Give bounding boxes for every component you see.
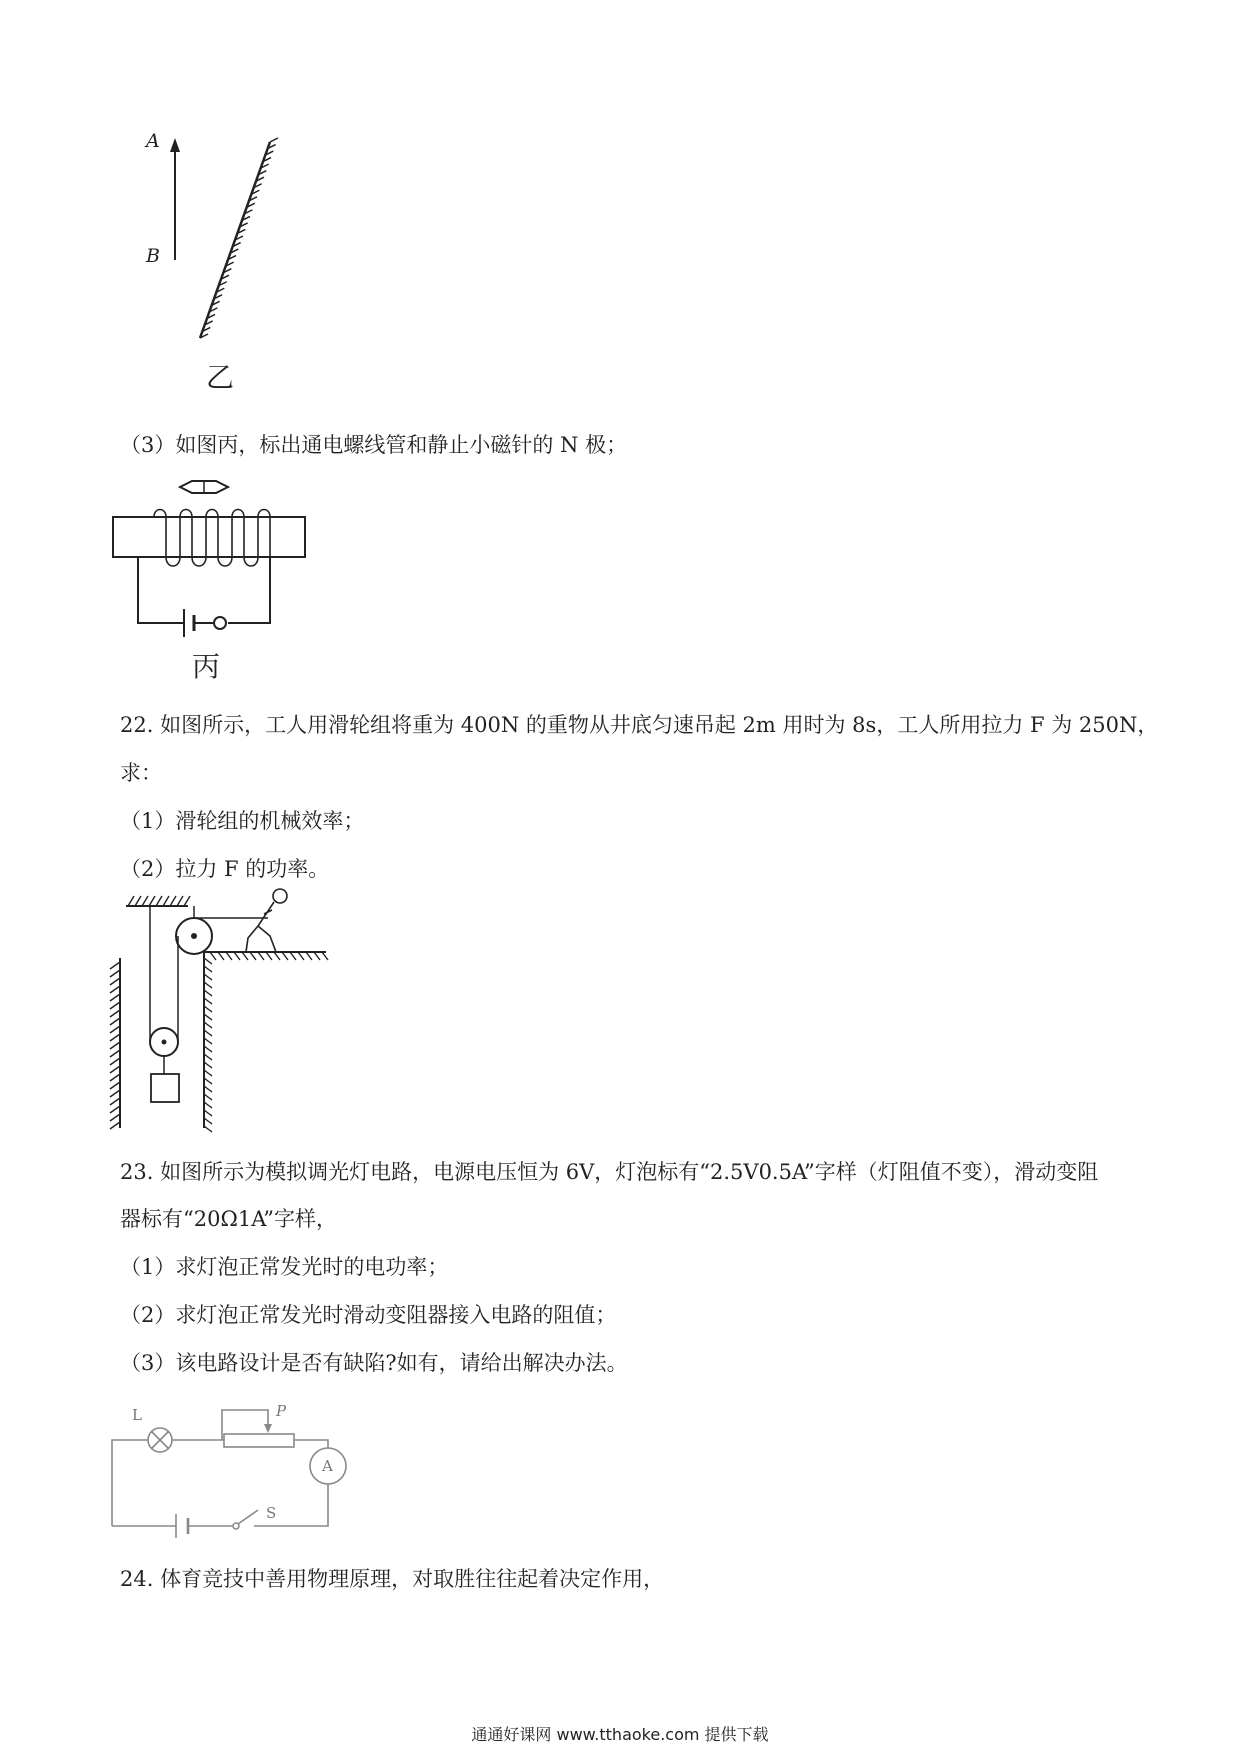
- figure-pulley: [108, 888, 348, 1133]
- ground-hatching: [204, 952, 328, 1132]
- label-slider: P: [276, 1402, 287, 1420]
- left-wall-hatching: [110, 962, 120, 1129]
- switch-blade: [238, 1510, 258, 1524]
- label-switch: S: [266, 1504, 277, 1522]
- ground-and-well-wall: [204, 952, 326, 1128]
- label-ammeter: A: [322, 1457, 333, 1475]
- q24-stem: 24. 体育竞技中善用物理原理，对取胜往往起着决定作用，: [120, 1567, 665, 1591]
- wire-right: [228, 557, 270, 623]
- ceiling-hatching: [128, 896, 190, 906]
- label-a: A: [146, 130, 160, 152]
- solenoid-core: [113, 517, 305, 557]
- worker-figure: [246, 889, 287, 952]
- q23-sub1: （1）求灯泡正常发光时的电功率；: [120, 1255, 449, 1279]
- q22-sub1: （1）滑轮组的机械效率；: [120, 809, 365, 833]
- figure-pulley-drawing: [108, 888, 348, 1133]
- fixed-pulley-axle: [191, 933, 197, 939]
- rheostat: [224, 1434, 294, 1447]
- wire-left: [138, 557, 184, 623]
- circuit-wires: [112, 1410, 328, 1526]
- figure-bing-drawing: [110, 475, 310, 640]
- q22-stem-line2: 求：: [120, 761, 162, 785]
- q23-sub2: （2）求灯泡正常发光时滑动变阻器接入电路的阻值；: [120, 1303, 617, 1327]
- movable-pulley-axle: [162, 1040, 167, 1045]
- label-lamp: L: [132, 1406, 142, 1424]
- figure-bing-caption: 丙: [192, 650, 221, 683]
- figure-yi: [120, 120, 320, 400]
- q22-stem-line1: 22. 如图所示，工人用滑轮组将重为 400N 的重物从井底匀速吊起 2m 用时为 8s，工人所用拉力 F 为 250N，: [120, 713, 1159, 737]
- page-footer: 通通好课网 www.tthaoke.com 提供下载: [471, 1725, 769, 1744]
- figure-yi-caption: 乙: [206, 361, 235, 394]
- arrow-ab-head: [170, 138, 180, 152]
- terminal: [214, 617, 226, 629]
- q21-part3: （3）如图丙，标出通电螺线管和静止小磁针的 N 极；: [120, 433, 628, 457]
- figure-dimmer-circuit: [108, 1400, 368, 1530]
- weight-block: [151, 1074, 179, 1102]
- q22-sub2: （2）拉力 F 的功率。: [120, 857, 330, 881]
- label-b: B: [146, 245, 160, 267]
- q23-stem-line1: 23. 如图所示为模拟调光灯电路，电源电压恒为 6V，灯泡标有“2.5V0.5A”字样（灯阻值不变），滑动变阻: [120, 1160, 1099, 1184]
- q23-stem-line2: 器标有“20Ω1A”字样，: [120, 1207, 338, 1231]
- figure-bing: [110, 475, 310, 690]
- q23-sub3: （3）该电路设计是否有缺陷?如有，请给出解决办法。: [120, 1351, 628, 1375]
- rheostat-slider: [264, 1424, 272, 1433]
